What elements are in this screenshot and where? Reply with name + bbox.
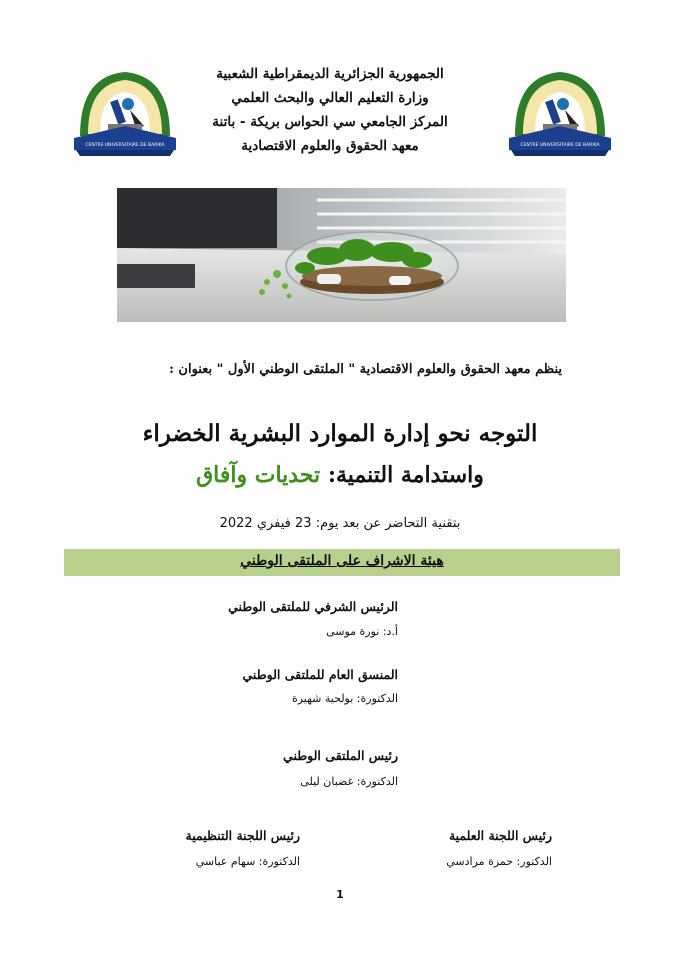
committee-name-coordinator: الدكتورة: بولحية شهيرة (291, 692, 398, 705)
page-number: 1 (336, 888, 344, 901)
scientific-committee-role: رئيس اللجنة العلمية (448, 828, 552, 843)
institution-header (200, 62, 460, 158)
intro-line: ينظم معهد الحقوق والعلوم الاقتصادية " الملتقى الوطني الأول " بعنوان : (169, 362, 562, 377)
committee-role-coordinator: المنسق العام للملتقى الوطني (242, 667, 398, 682)
event-date: بتقنية التحاضر عن بعد يوم: 23 فيفري 2022 (219, 516, 461, 531)
committee-role-chair: رئيس الملتقى الوطني (283, 748, 398, 763)
title-highlight: تحديات وآفاق (196, 462, 321, 488)
organizing-committee-name: الدكتورة: سهام عباسي (195, 855, 300, 868)
header-line-ministry: وزارة التعليم العالي والبحث العلمي (231, 90, 429, 106)
title-prefix: واستدامة التنمية: (327, 462, 484, 488)
terrarium-photo (117, 188, 566, 322)
conference-title-line1: التوجه نحو إدارة الموارد البشرية الخضراء (142, 420, 538, 447)
committee-heading-band (64, 549, 620, 576)
header-line-institute: معهد الحقوق والعلوم الاقتصادية (241, 138, 419, 154)
organizing-committee-role: رئيس اللجنة التنظيمية (185, 828, 300, 843)
conference-title-line2 (100, 462, 580, 488)
university-logo-left (70, 66, 180, 161)
committee-role-honorary: الرئيس الشرفي للملتقى الوطني (228, 599, 398, 614)
scientific-committee-name: الدكتور: حمزة مرادسي (446, 855, 552, 868)
header-line-center: المركز الجامعي سي الحواس بريكة - باتنة (212, 114, 448, 130)
logo-banner-text: CENTRE UNIVERSITAIRE DE BARIKA (85, 143, 165, 148)
committee-name-honorary: أ.د: نورة موسى (326, 625, 398, 638)
committee-heading: هيئة الاشراف على الملتقى الوطني (240, 553, 444, 569)
committee-name-chair: الدكتورة: غضبان ليلى (300, 775, 398, 788)
university-logo-right (505, 66, 615, 161)
header-line-republic: الجمهورية الجزائرية الديمقراطية الشعبية (216, 66, 444, 82)
logo-banner-text: CENTRE UNIVERSITAIRE DE BARIKA (520, 143, 600, 148)
